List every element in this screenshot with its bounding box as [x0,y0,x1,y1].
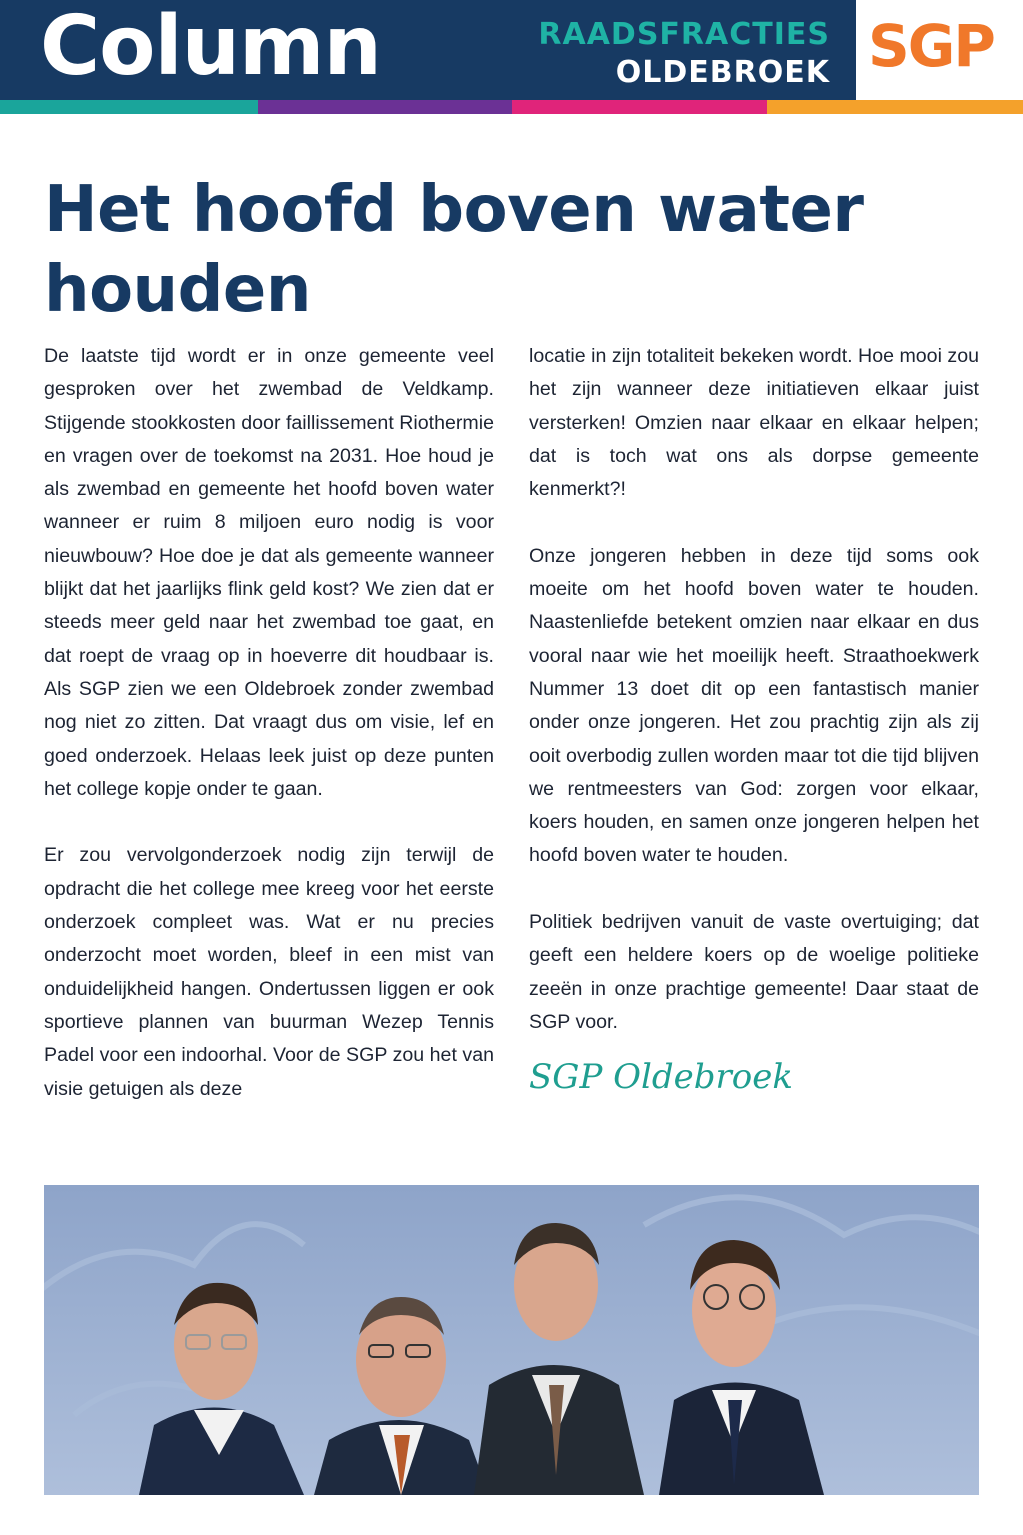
fraction-label-line1: RAADSFRACTIES [538,17,830,52]
fraction-label-line2: OLDEBROEK [615,55,830,90]
paragraph: Onze jongeren hebben in deze tijd soms ook moeite om het hoofd boven water te houden. Naastenliefde betekent omzien naar elkaar en dus vooral naar wie het moeilijk heeft. Straathoekwerk Nummer 13 doet dit op een fantastisch manier onder onze jongeren. Het zou prachtig zijn als zij ooit overbodig zullen worden maar tot die tijd blijven we rentmeesters van God: zorgen voor elkaar, koers houden, en samen onze jongeren helpen het hoofd boven water te houden. [529,544,979,867]
group-photo [44,1185,979,1495]
article-title: Het hoofd boven water houden [44,173,864,327]
fraction-label [538,16,830,92]
paragraph: locatie in zijn totaliteit bekeken wordt. Hoe mooi zou het zijn wanneer deze initiatieven elkaar juist versterken! Omzien naar elkaar en elkaar helpen; dat is toch wat ons als dorpse gemeente kenmerkt?! [529,345,979,501]
color-stripe-amber [767,100,1023,114]
article-column-right [529,340,979,1097]
sgp-logo-text: SGP [868,12,994,80]
color-stripe-magenta [512,100,767,114]
paragraph: Politiek bedrijven vanuit de vaste overtuiging; dat geeft een heldere koers op de woelige politieke zeeën in onze prachtige gemeente! Daar staat de SGP voor. [529,911,979,1033]
signature: SGP Oldebroek [529,1056,793,1097]
color-stripe-teal [0,100,258,114]
sgp-logo [856,0,1023,100]
paragraph: De laatste tijd wordt er in onze gemeente veel gesproken over het zwembad de Veldkamp. Stijgende stookkosten door faillissement Riothermie en vragen over de toekomst na 2031. Hoe houd je als zwembad en gemeente het hoofd boven water wanneer er ruim 8 miljoen euro nodig is voor nieuwbouw? Hoe doe je dat als gemeente wanneer blijkt dat het jaarlijks flink geld kost? We zien dat er steeds meer geld naar het zwembad toe gaat, en dat roept de vraag op in hoeverre dit houdbaar is. Als SGP zien we een Oldebroek zonder zwembad nog niet zo zitten. Dat vraagt dus om visie, lef en goed onderzoek. Helaas leek juist op deze punten het college kopje onder te gaan. [44,345,494,800]
group-photo-illustration [44,1185,979,1495]
section-title: Column [40,0,381,94]
article-column-left [44,340,494,1139]
paragraph: Er zou vervolgonderzoek nodig zijn terwijl de opdracht die het college mee kreeg voor het eerste onderzoek compleet was. Wat er nu precies onderzocht moet worden, bleef in een mist van onduidelijkheid hangen. Ondertussen liggen er ook sportieve plannen van buurman Wezep Tennis Padel voor een indoorhal. Voor de SGP zou het van visie getuigen als deze [44,844,494,1100]
color-stripe-purple [258,100,512,114]
